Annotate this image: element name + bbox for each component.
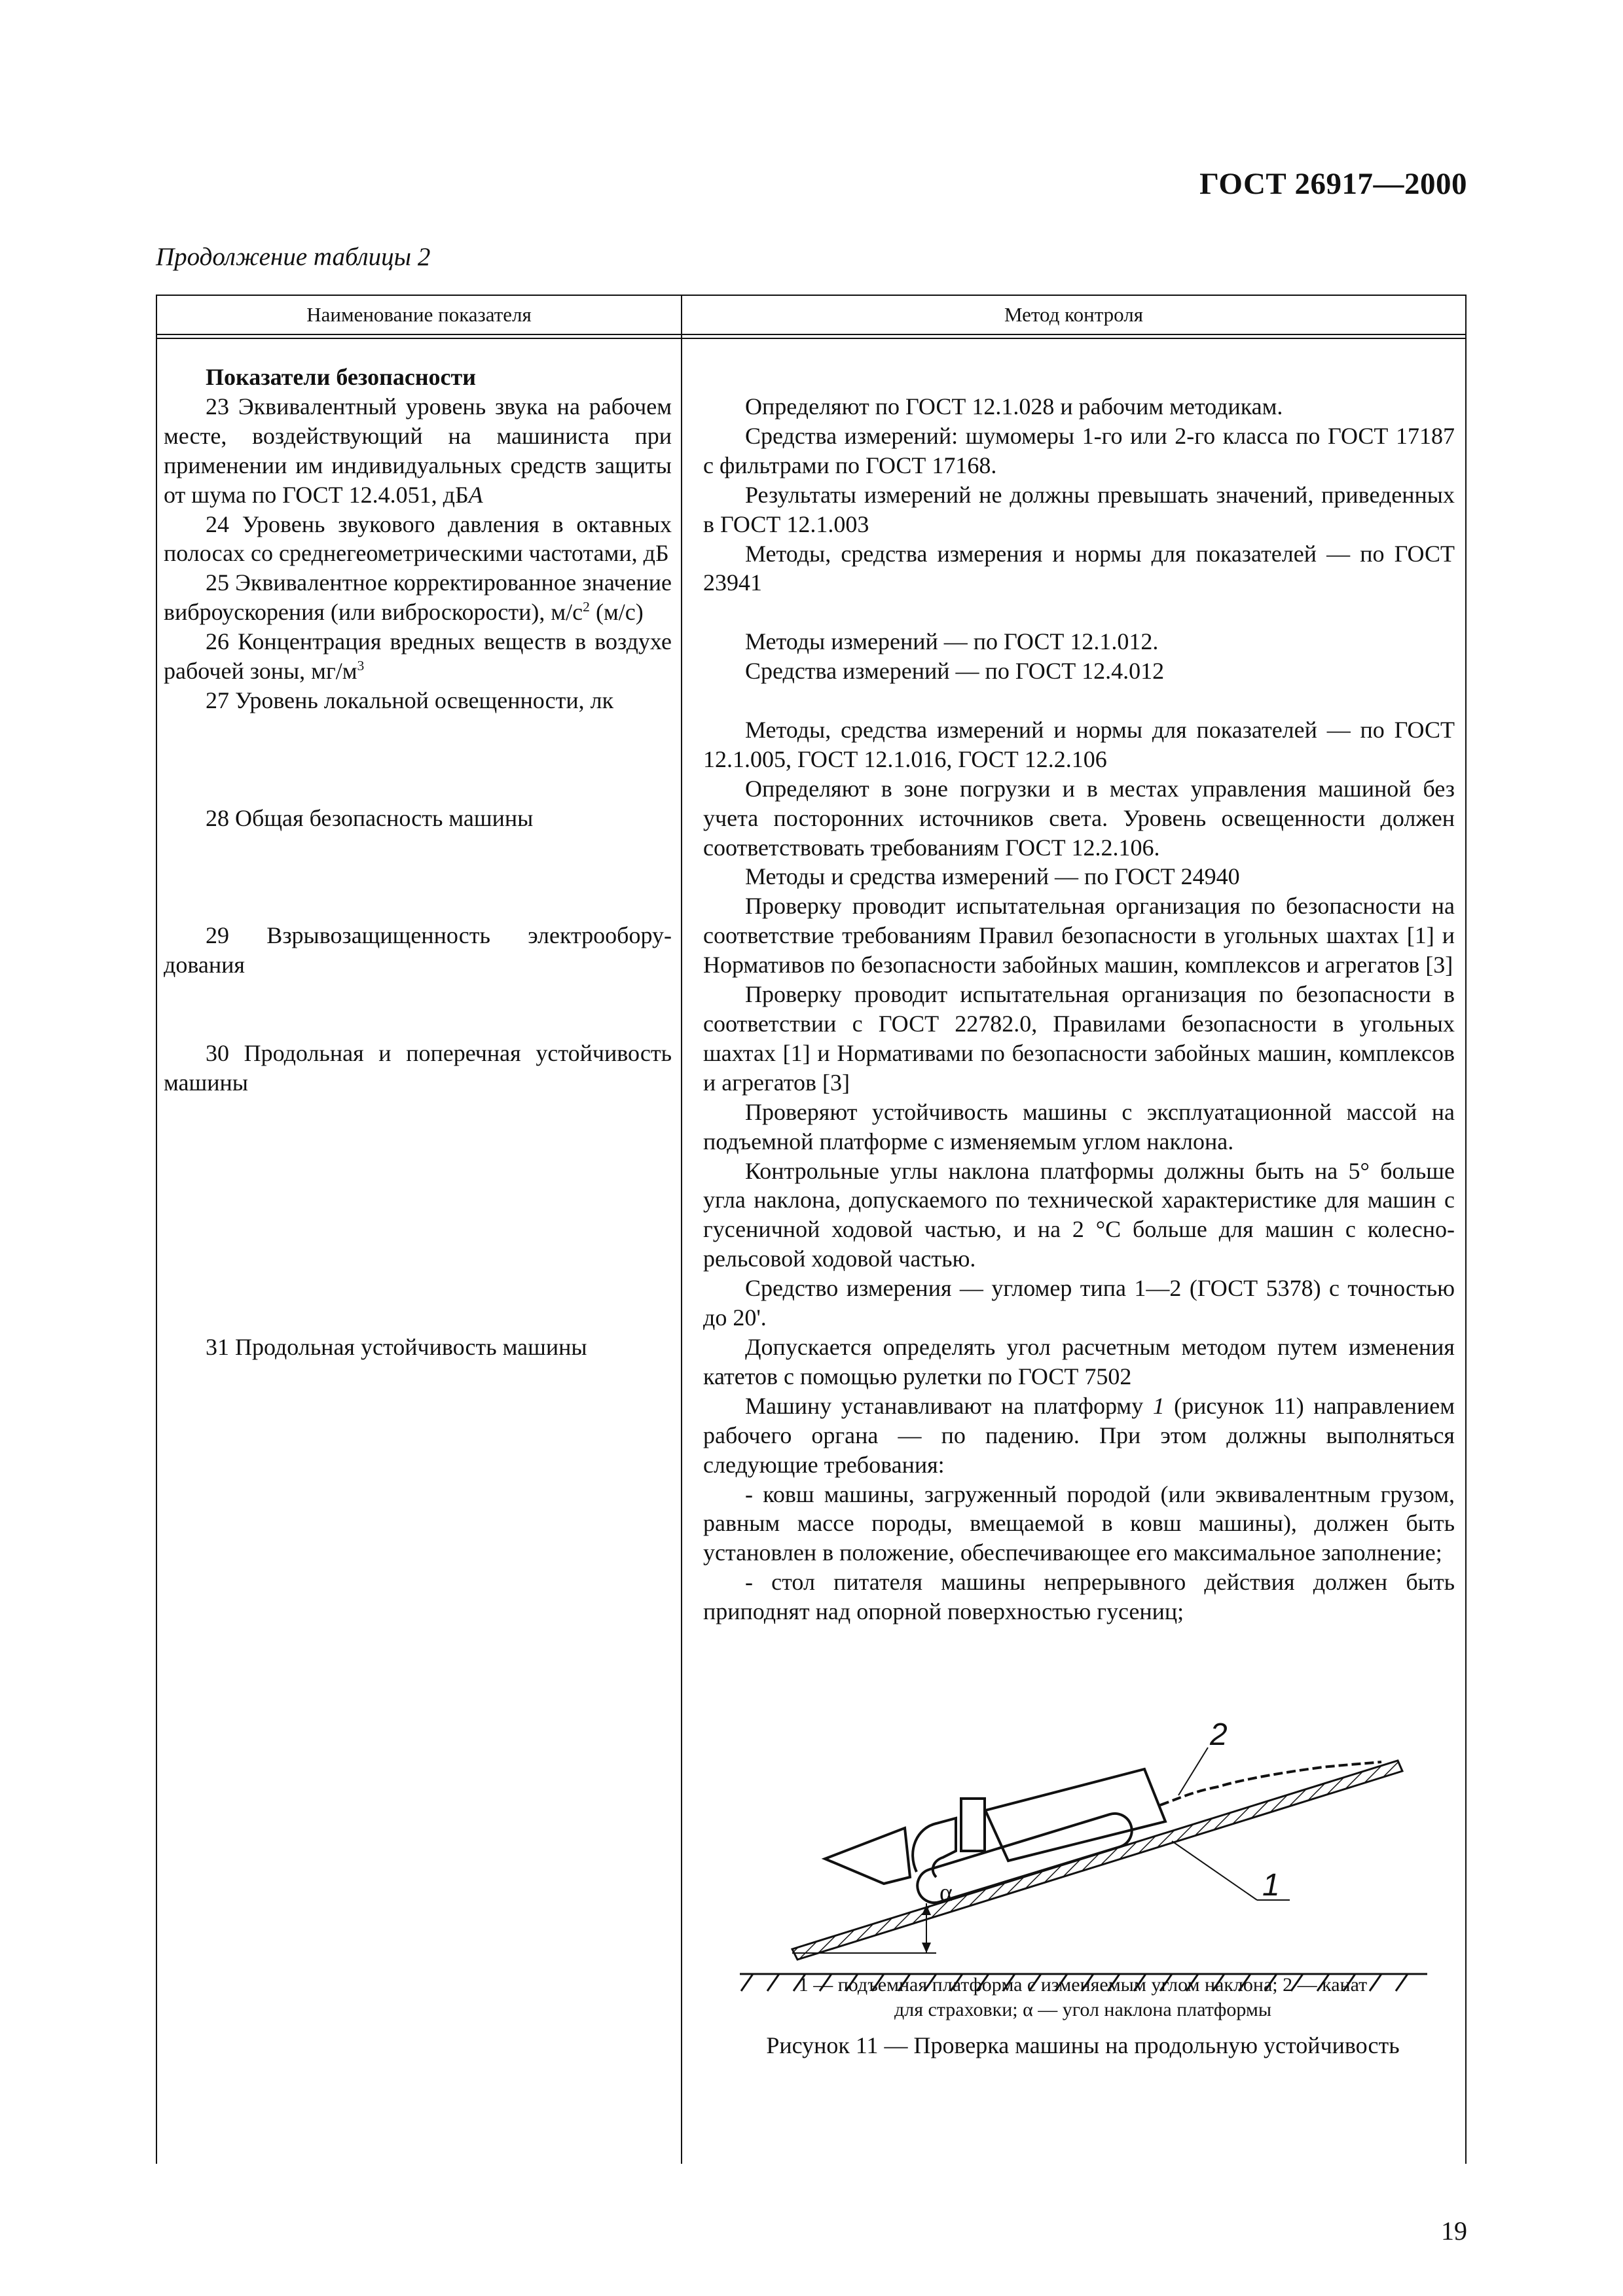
row-30-method-3: Средство измерения — угломер типа 1—2 (ГОСТ 5378) с точностью до 20'. (703, 1275, 1455, 1331)
label-alpha: α (939, 1879, 953, 1907)
row-29-name: 29 Взрывозащищенность электрооборудования (164, 922, 672, 978)
row-26-name: 26 Концентрация вредных веществ в воздухе рабочей зоны, $мг/м^3$ (164, 628, 672, 685)
label-1: 1 (1262, 1868, 1280, 1903)
row-24-name: 24 Уровень звукового давления в октавных полосах со среднегеометрическими частотами, дБ (164, 511, 672, 567)
row-30-method-1: Проверяют устойчивость машины с эксплуатационной массой на подъемной платформе с изменяемым углом наклона. (703, 1098, 1455, 1155)
tilting-platform (792, 1761, 1402, 1960)
angle-arrowhead-bottom (922, 1943, 931, 1953)
machine-bucket (825, 1828, 910, 1884)
row-30-name: 30 Продольная и поперечная устойчивость машины (164, 1039, 672, 1096)
leader-line-2 (1178, 1748, 1208, 1795)
row-31-method-1: Машину устанавливают на платформу 1 (рисунок 11) направлением рабочего органа — по падению. При этом должны выполняться следующие требования: (703, 1392, 1455, 1478)
row-23-method-1: Определяют по ГОСТ 12.1.028 и рабочим методикам. (745, 393, 1283, 420)
figure-11-drawing (720, 1713, 1453, 2008)
row-26-method-1: Методы, средства измерений и нормы для показателей — по ГОСТ 12.1.005, ГОСТ 12.1.016, ГОСТ 12.2.106 (703, 716, 1455, 772)
row-30-method-4: Допускается определять угол расчетным методом путем изменения катетов с помощью рулетки по ГОСТ 7502 (703, 1333, 1455, 1390)
row-27-name: 27 Уровень локальной освещенности, лк (206, 687, 614, 713)
row-27-method-2: Методы и средства измерений — по ГОСТ 24940 (745, 863, 1240, 890)
row-27-method-1: Определяют в зоне погрузки и в местах управления машиной без учета посторонних источников света. Уровень освещенности должен соответствовать требованиям ГОСТ 12.2.106. (703, 775, 1455, 861)
leader-line-1 (1172, 1841, 1257, 1900)
row-29-method-1: Проверку проводит испытательная организация по безопасности в соответствии с ГОСТ 22782.0, Правилами безопасности в угольных шахтах [1] и Нормативами по безопасности забойных машин, комплексов и агрегатов [3] (703, 981, 1455, 1096)
row-23-method-2: Средства измерений: шумомеры 1-го или 2-го класса по ГОСТ 17187 с фильтрами по ГОСТ 17168. (703, 422, 1455, 478)
header-rule (156, 334, 1467, 335)
row-25-method-1: Методы измерений — по ГОСТ 12.1.012. (745, 628, 1159, 655)
row-31-name: 31 Продольная устойчивость машины (206, 1333, 587, 1360)
row-25-method-2: Средства измерений — по ГОСТ 12.4.012 (745, 658, 1165, 685)
column-header-name: Наименование показателя (306, 303, 532, 326)
standard-code: ГОСТ 26917—2000 (1199, 167, 1467, 201)
column-header-method: Метод контроля (1004, 303, 1143, 326)
row-25-name: 25 Эквивалентное корректированное значение виброускорения (или виброскорости), $м/с^2$ (м/с) (164, 569, 672, 626)
row-31-method-2: - ковш машины, загруженный породой (или эквивалентным грузом, равным массе породы, вмещаемой в ковш машины), должен быть установлен в положение, обеспечивающее его максимальное заполнение; (703, 1480, 1455, 1566)
figure-legend-line-1: 1 — подъемная платформа с изменяемым углом наклона; 2 — канат (798, 1974, 1368, 1996)
row-28-method-1: Проверку проводит испытательная организация по безопасности на соответствие требованиям Правил безопасности в угольных шахтах [1] и Нормативов по безопасности забойных машин, комплексов и агрегатов [3] (703, 893, 1455, 978)
table-caption: Продолжение таблицы 2 (156, 243, 431, 271)
label-2: 2 (1210, 1717, 1228, 1752)
row-23-method-3: Результаты измерений не должны превышать значений, приведенных в ГОСТ 12.1.003 (703, 481, 1455, 537)
figure-caption: Рисунок 11 — Проверка машины на продольную устойчивость (766, 2032, 1400, 2058)
row-23-name: 23 Эквивалентный уровень звука на рабочем месте, воздействующий на машиниста при применении им индивидуальных средств защиты от шума по ГОСТ 12.4.051, дБА (164, 393, 672, 508)
figure-legend-line-2: для страховки; α — угол наклона платформы (894, 1999, 1272, 2020)
page-number: 19 (1441, 2216, 1467, 2246)
row-24-method-1: Методы, средства измерения и нормы для показателей — по ГОСТ 23941 (703, 540, 1455, 596)
machine-cab (961, 1799, 985, 1851)
method-column (703, 392, 1455, 1626)
indicator-column (164, 363, 672, 1362)
row-30-method-2: Контрольные углы наклона платформы должны быть на 5° больше угла наклона, допускаемого по технической характеристике для машин с гусеничной ходовой частью, и на 2 °С больше для машин с колесно-рельсовой ходовой частью. (703, 1157, 1455, 1272)
row-28-name: 28 Общая безопасность машины (206, 804, 534, 831)
row-31-method-3: - стол питателя машины непрерывного действия должен быть приподнят над опорной поверхностью гусениц; (703, 1569, 1455, 1625)
header-rule-double (156, 338, 1467, 339)
figure-legend (703, 1973, 1463, 2022)
column-divider (681, 295, 682, 2164)
section-title: Показатели безопасности (206, 364, 476, 390)
